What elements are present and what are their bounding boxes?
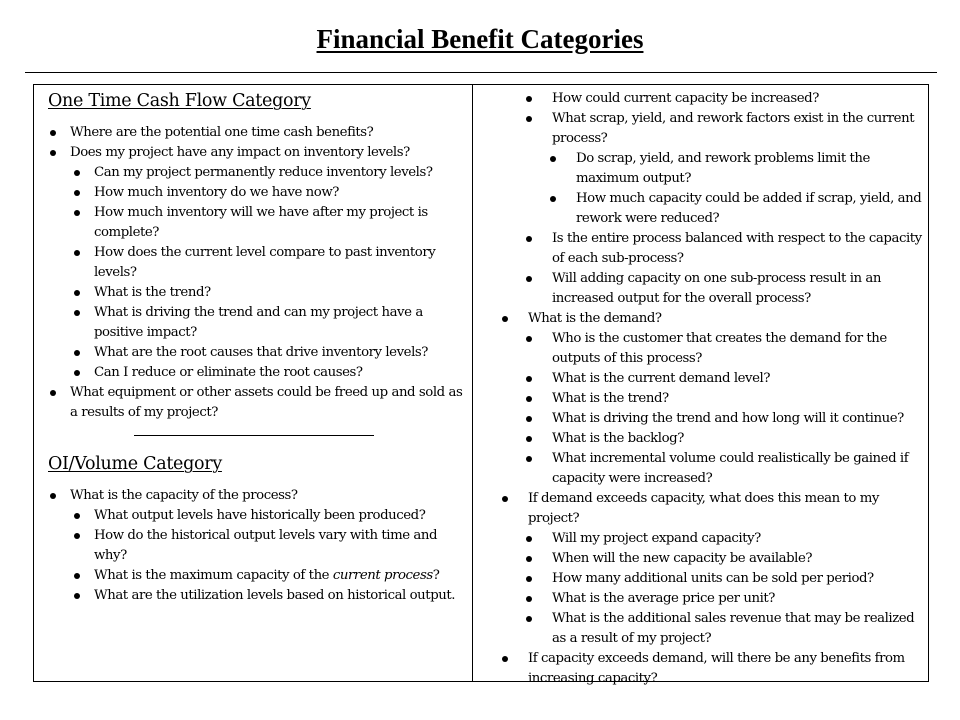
list-item-suffix: ? [432, 568, 440, 583]
list-item [497, 89, 922, 109]
list-item [497, 409, 922, 429]
bullet-icon [502, 656, 508, 662]
bullet-icon [74, 250, 80, 256]
list-item [497, 189, 922, 229]
list-item-text: Will adding capacity on one sub-process result in an increased output for the overall process? [552, 271, 882, 306]
list-item [497, 489, 922, 529]
list-item [497, 369, 922, 389]
list-item [497, 389, 922, 409]
list-item [497, 529, 922, 549]
list-item-text: If capacity exceeds demand, will there be any benefits from increasing capacity? [528, 651, 905, 686]
list-item-text: When will the new capacity be available? [552, 551, 813, 566]
bullet-icon [74, 170, 80, 176]
list-item-text: How much capacity could be added if scrap, yield, and rework were reduced? [576, 191, 922, 226]
list-item [497, 649, 922, 689]
list-item-text: How much inventory do we have now? [94, 185, 339, 200]
bullet-icon [550, 156, 556, 162]
bullet-icon [526, 456, 532, 462]
list-item-text: Can my project permanently reduce inventory levels? [94, 165, 433, 180]
bullet-icon [526, 536, 532, 542]
list-item-text: What equipment or other assets could be freed up and sold as a results of my project? [70, 385, 463, 420]
bullet-icon [526, 116, 532, 122]
page-title: Financial Benefit Categories [316, 24, 644, 54]
list-item [48, 243, 464, 283]
list-item-text: What are the root causes that drive inventory levels? [94, 345, 428, 360]
capacity-demand-list [497, 89, 922, 689]
list-item [48, 183, 464, 203]
list-item-text: Does my project have any impact on inventory levels? [70, 145, 410, 160]
bullet-icon [526, 276, 532, 282]
bullet-icon [50, 493, 56, 499]
list-item-text: Will my project expand capacity? [552, 531, 761, 546]
list-item-text: Who is the customer that creates the demand for the outputs of this process? [552, 331, 887, 366]
list-item-text: If demand exceeds capacity, what does this mean to my project? [528, 491, 879, 526]
list-item-text: What is the capacity of the process? [70, 488, 298, 503]
list-item-text: Can I reduce or eliminate the root causes? [94, 365, 363, 380]
bullet-icon [550, 196, 556, 202]
list-item [48, 586, 464, 606]
section-heading-oi-volume: OI/Volume Category [48, 454, 222, 474]
list-item [497, 589, 922, 609]
bullet-icon [526, 436, 532, 442]
bullet-icon [526, 616, 532, 622]
list-item-text: What output levels have historically been produced? [94, 508, 426, 523]
bullet-icon [502, 496, 508, 502]
bullet-icon [526, 416, 532, 422]
bullet-icon [50, 150, 56, 156]
list-item [48, 203, 464, 243]
list-item [48, 383, 464, 423]
list-item-emphasis: current process [332, 568, 433, 583]
list-item-text: What is the additional sales revenue that may be realized as a result of my project? [552, 611, 915, 646]
list-item-text: What is the current demand level? [552, 371, 771, 386]
column-divider [472, 84, 473, 682]
list-item [48, 343, 464, 363]
list-item-text: What is the maximum capacity of the [94, 568, 333, 583]
section-separator [134, 435, 374, 436]
list-item [48, 486, 464, 506]
bullet-icon [74, 370, 80, 376]
list-item [48, 566, 464, 586]
left-column [48, 89, 464, 606]
list-item-text: Where are the potential one time cash benefits? [70, 125, 374, 140]
list-item-text: Is the entire process balanced with respect to the capacity of each sub-process? [552, 231, 922, 266]
list-item [497, 429, 922, 449]
list-item-text: What is the trend? [94, 285, 211, 300]
list-item-text: What scrap, yield, and rework factors exist in the current process? [552, 111, 915, 146]
bullet-icon [74, 533, 80, 539]
list-item-text: What are the utilization levels based on historical output. [94, 588, 456, 603]
bullet-icon [526, 336, 532, 342]
right-column [497, 89, 922, 689]
list-item [497, 329, 922, 369]
list-item [497, 229, 922, 269]
list-item [48, 283, 464, 303]
list-item [497, 309, 922, 329]
list-item-text: What is the average price per unit? [552, 591, 775, 606]
list-item-text: What is the backlog? [552, 431, 684, 446]
one-time-cash-flow-list [48, 123, 464, 423]
list-item-text: How do the historical output levels vary with time and why? [94, 528, 438, 563]
bullet-icon [74, 210, 80, 216]
list-item-text: How does the current level compare to past inventory levels? [94, 245, 436, 280]
bullet-icon [50, 130, 56, 136]
list-item-text: How many additional units can be sold per period? [552, 571, 874, 586]
list-item [48, 303, 464, 343]
list-item [48, 143, 464, 163]
list-item [497, 449, 922, 489]
list-item [48, 123, 464, 143]
bullet-icon [74, 290, 80, 296]
bullet-icon [74, 190, 80, 196]
bullet-icon [526, 576, 532, 582]
list-item-text: What is the trend? [552, 391, 669, 406]
list-item [48, 363, 464, 383]
section-heading-one-time-cash-flow: One Time Cash Flow Category [48, 91, 311, 111]
bullet-icon [526, 556, 532, 562]
bullet-icon [526, 236, 532, 242]
list-item [497, 609, 922, 649]
list-item-text: What is driving the trend and how long will it continue? [552, 411, 904, 426]
bullet-icon [50, 390, 56, 396]
bullet-icon [526, 96, 532, 102]
bullet-icon [74, 573, 80, 579]
list-item [497, 549, 922, 569]
list-item [48, 163, 464, 183]
list-item [48, 526, 464, 566]
title-rule [25, 72, 937, 73]
list-item [497, 269, 922, 309]
list-item-text: What incremental volume could realistically be gained if capacity were increased? [552, 451, 909, 486]
list-item [497, 149, 922, 189]
list-item [497, 109, 922, 149]
bullet-icon [74, 513, 80, 519]
bullet-icon [526, 376, 532, 382]
list-item [48, 506, 464, 526]
bullet-icon [526, 396, 532, 402]
bullet-icon [74, 593, 80, 599]
bullet-icon [74, 310, 80, 316]
bullet-icon [526, 596, 532, 602]
oi-volume-list [48, 486, 464, 606]
list-item-text: How could current capacity be increased? [552, 91, 819, 106]
list-item-text: Do scrap, yield, and rework problems limit the maximum output? [576, 151, 870, 186]
bullet-icon [74, 350, 80, 356]
list-item-text: How much inventory will we have after my project is complete? [94, 205, 428, 240]
list-item [497, 569, 922, 589]
bullet-icon [502, 316, 508, 322]
list-item-text: What is driving the trend and can my project have a positive impact? [94, 305, 423, 340]
list-item-text: What is the demand? [528, 311, 662, 326]
